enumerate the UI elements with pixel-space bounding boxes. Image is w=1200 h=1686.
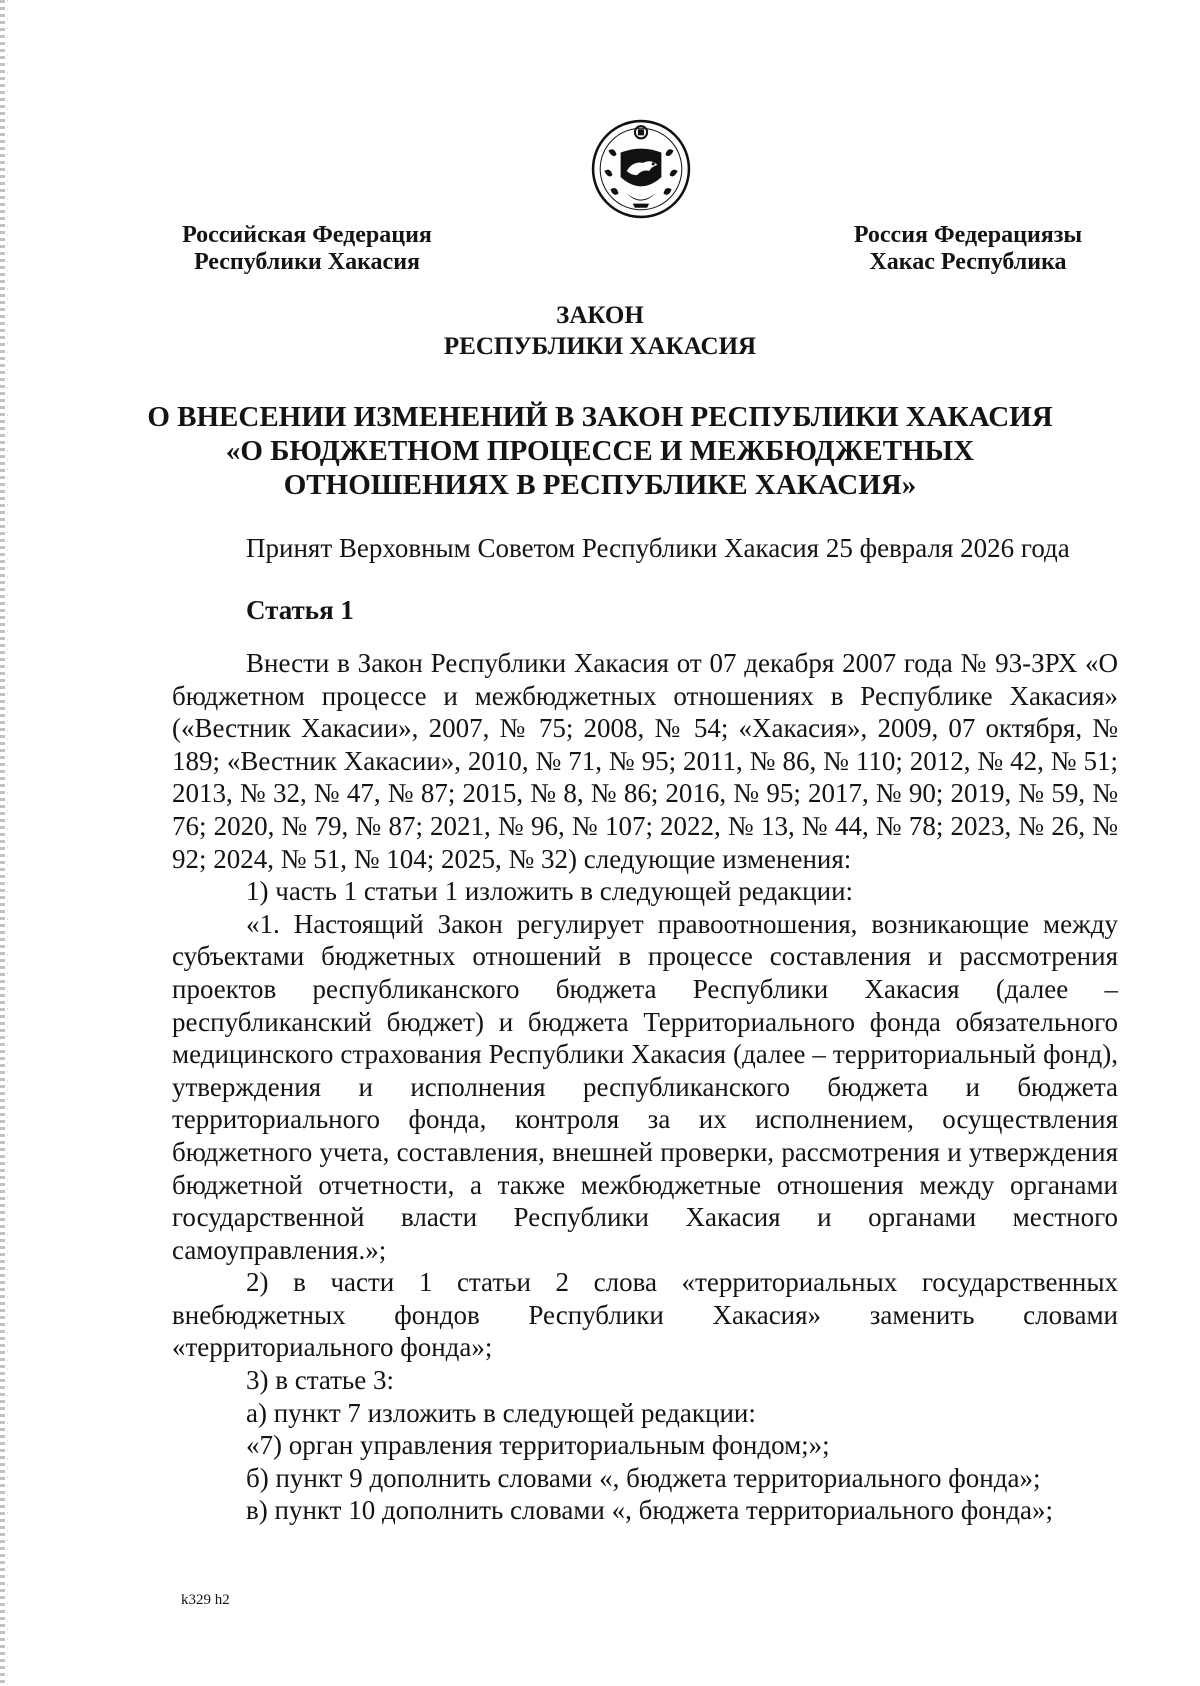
paragraph: а) пункт 7 изложить в следующей редакции:: [246, 1397, 756, 1428]
law-title-line-1: О ВНЕСЕНИИ ИЗМЕНЕНИЙ В ЗАКОН РЕСПУБЛИКИ ХАКАСИЯ: [147, 401, 1053, 433]
scan-edge-inner: [7, 0, 8, 1686]
law-type: ЗАКОН: [556, 302, 644, 329]
header-right: [848, 222, 1088, 276]
header-left-line-1: Российская Федерация: [182, 222, 432, 248]
adoption-note: Принят Верховным Советом Республики Хакасия 25 февраля 2026 года: [246, 533, 1070, 563]
footer-code: k329 h2: [181, 1592, 230, 1608]
paragraph: 2) в части 1 статьи 2 слова «территориальных государственных внебюджетных фондов Республики Хакасия» заменить словами «территориального фонда»;: [172, 1267, 1118, 1363]
paragraph: 1) часть 1 статьи 1 изложить в следующей редакции:: [246, 876, 854, 907]
law-authority: РЕСПУБЛИКИ ХАКАСИЯ: [443, 333, 757, 360]
paragraph: в) пункт 10 дополнить словами «, бюджета территориального фонда»;: [246, 1495, 1053, 1526]
paragraph: Внести в Закон Республики Хакасия от 07 декабря 2007 года № 93-ЗРХ «О бюджетном процессе и межбюджетных отношениях в Республике Хакасия» («Вестник Хакасии», 2007, № 75; 2008, № 54; «Хакасия», 2009, 07 октября, № 189; «Вестник Хакасии», 2010, № 71, № 95; 2011, № 86, № 110; 2012, № 42, № 51; 2013, № 32, № 47, № 87; 2015, № 8, № 86; 2016, № 95; 2017, № 90; 2019, № 59, № 76; 2020, № 79, № 87; 2021, № 96, № 107; 2022, № 13, № 44, № 78; 2023, № 26, № 92; 2024, № 51, № 104; 2025, № 32) следующие изменения:: [172, 648, 1118, 874]
header-left: [170, 222, 444, 276]
article-body: [172, 647, 1118, 1527]
header-right-line-1: Россия Федерациязы: [853, 222, 1083, 248]
scan-edge-left: [0, 0, 5, 1686]
header-left-line-2: Республики Хакасия: [193, 249, 421, 275]
paragraph: «7) орган управления территориальным фондом;»;: [246, 1430, 830, 1461]
law-heading: [0, 300, 1200, 362]
header-right-line-2: Хакас Республика: [869, 249, 1067, 275]
paragraph: б) пункт 9 дополнить словами «, бюджета территориального фонда»;: [246, 1462, 1041, 1493]
coat-of-arms-icon: [590, 118, 692, 220]
paragraph: 3) в статье 3:: [246, 1365, 394, 1396]
article-heading: Статья 1: [246, 595, 354, 625]
paragraph: «1. Настоящий Закон регулирует правоотношения, возникающие между субъектами бюджетных отношений в процессе составления и рассмотрения проектов республиканского бюджета Республики Хакасия (далее – республиканский бюджет) и бюджета Территориального фонда обязательного медицинского страхования Республики Хакасия (далее – территориальный фонд), утверждения и исполнения республиканского бюджета и бюджета территориального фонда, контроля за их исполнением, осуществления бюджетного учета, составления, внешней проверки, рассмотрения и утверждения бюджетной отчетности, а также межбюджетные отношения между органами государственной власти Республики Хакасия и органами местного самоуправления.»;: [172, 908, 1118, 1265]
law-title-line-2: «О БЮДЖЕТНОМ ПРОЦЕССЕ И МЕЖБЮДЖЕТНЫХ: [225, 435, 975, 467]
law-title-line-3: ОТНОШЕНИЯХ В РЕСПУБЛИКЕ ХАКАСИЯ»: [283, 469, 917, 501]
law-title: [0, 400, 1200, 502]
